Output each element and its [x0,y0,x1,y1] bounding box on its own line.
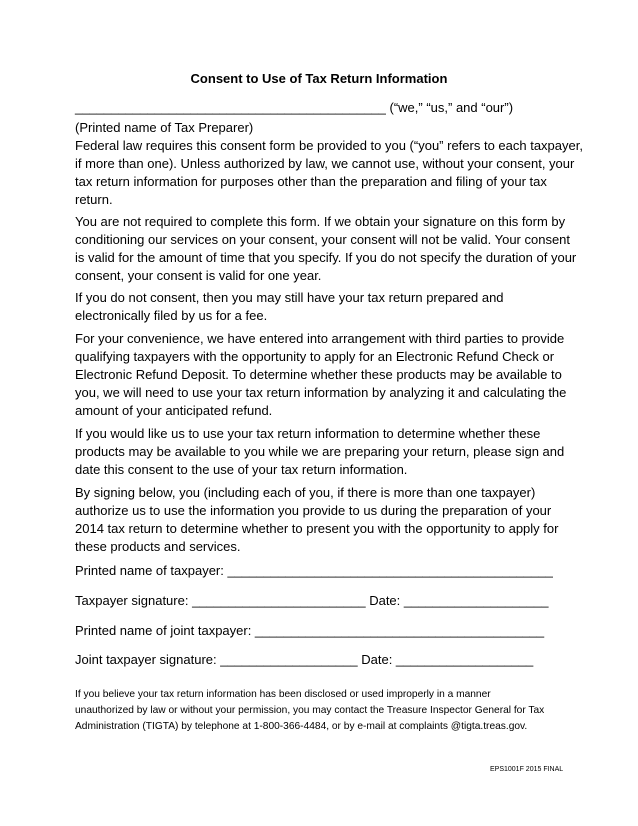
paragraph-1-line-3: tax return information for purposes other than the preparation and filing of your tax [75,174,547,189]
paragraph-5-line-1: If you would like us to use your tax return information to determine whether these [75,426,541,441]
paragraph-6-line-2: authorize us to use the information you provide to us during the preparation of your [75,503,552,518]
taxpayer-name-field: Printed name of taxpayer: _____________________________________________ [75,563,553,578]
paragraph-3-line-2: electronically filed by us for a fee. [75,308,268,323]
paragraph-4-line-2: qualifying taxpayers with the opportunity to apply for an Electronic Refund Check or [75,349,555,364]
paragraph-1-line-1: Federal law requires this consent form be provided to you (“you” refers to each taxpayer, [75,138,583,153]
paragraph-6-line-1: By signing below, you (including each of you, if there is more than one taxpayer) [75,485,536,500]
joint-taxpayer-name-field: Printed name of joint taxpayer: ________________________________________ [75,623,545,638]
paragraph-4-line-4: you, we will need to use your tax return information by analyzing it and calculating the [75,385,567,400]
preparer-name-line: ___________________________________________ (“we,” “us,” and “our”) [75,100,514,115]
footer-note-line-3: Administration (TIGTA) by telephone at 1-800-366-4484, or by e-mail at complaints @tigta.treas.gov. [75,721,528,732]
footer-note-line-1: If you believe your tax return information has been disclosed or used improperly in a manner [75,689,491,700]
paragraph-2-line-2: conditioning our services on your consent, your consent will not be valid. Your consent [75,232,571,247]
paragraph-2-line-3: is valid for the amount of time that you specify. If you do not specify the duration of your [75,250,577,265]
paragraph-3-line-1: If you do not consent, then you may still have your tax return prepared and [75,290,504,305]
taxpayer-signature-field: Taxpayer signature: ________________________ Date: ____________________ [75,593,549,608]
paragraph-4-line-3: Electronic Refund Deposit. To determine whether these products may be available to [75,367,562,382]
paragraph-5-line-2: products may be available to you while we are preparing your return, please sign and [75,444,565,459]
preparer-name-caption: (Printed name of Tax Preparer) [75,120,254,135]
paragraph-4-line-5: amount of your anticipated refund. [75,403,273,418]
paragraph-2-line-1: You are not required to complete this form. If we obtain your signature on this form by [75,214,566,229]
form-code: EPS1001F 2015 FINAL [490,766,564,773]
footer-note-line-2: unauthorized by law or without your permission, you may contact the Treasure Inspector General for Tax [75,705,545,716]
document-title: Consent to Use of Tax Return Information [190,71,448,86]
paragraph-4-line-1: For your convenience, we have entered into arrangement with third parties to provide [75,331,565,346]
paragraph-2-line-4: consent, your consent is valid for one year. [75,268,322,283]
paragraph-6-line-3: 2014 tax return to determine whether to present you with the opportunity to apply for [75,521,559,536]
paragraph-1-line-4: return. [75,192,113,207]
paragraph-1-line-2: if more than one). Unless authorized by law, we cannot use, without your consent, your [75,156,575,171]
joint-taxpayer-signature-field: Joint taxpayer signature: ___________________ Date: ___________________ [75,652,534,667]
paragraph-6-line-4: these products and services. [75,539,241,554]
paragraph-5-line-3: date this consent to the use of your tax return information. [75,462,408,477]
